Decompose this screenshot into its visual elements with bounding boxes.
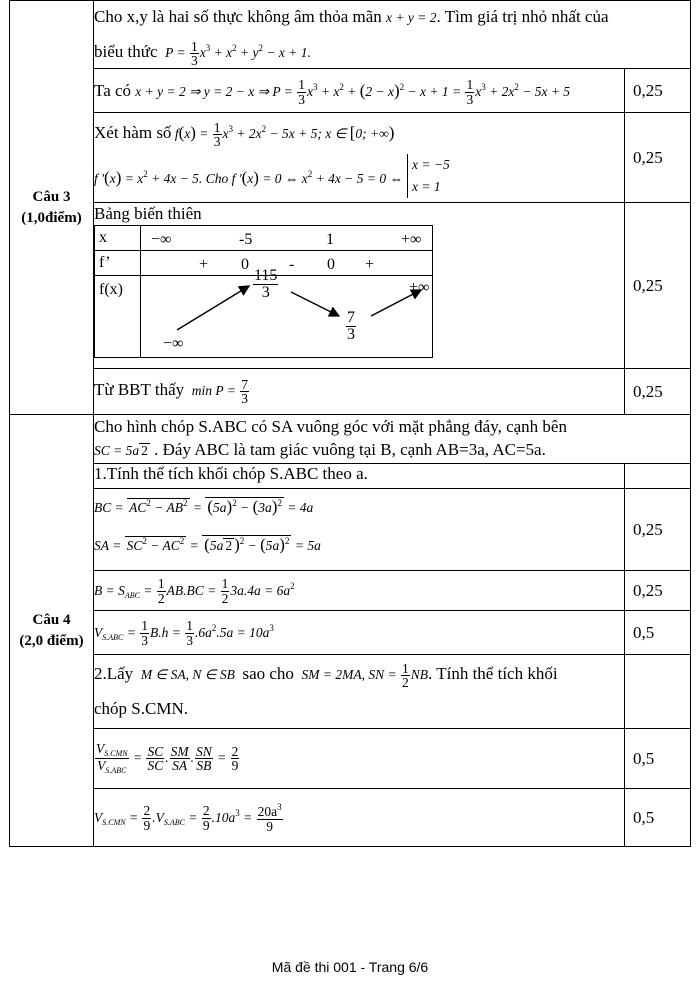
cau3-step4-score: 0,25 (625, 369, 691, 415)
bc-formula: BC = $AC^2 - AB^2 = (5a)^2 - (3a)^2 = 4a$ (94, 497, 314, 516)
bbt-fp-0: + (199, 256, 209, 273)
cau4-s4-score: 0,5 (625, 729, 691, 789)
cau4-part1-score-empty (625, 464, 691, 489)
bbt-x-row (141, 226, 433, 251)
bbt-fp-row (141, 251, 433, 276)
cau4-s5-score: 0,5 (625, 789, 691, 847)
cau4-sc-value: SC = 5a 2 (94, 443, 148, 458)
cau3-problem-text: Cho x,y là hai số thực không âm thỏa mãn (94, 7, 382, 26)
cau4-part2-score-empty (625, 655, 691, 729)
bbt-f-label: f(x) (95, 276, 141, 358)
cau3-step2-score: 0,25 (625, 113, 691, 203)
cau4-step3 (94, 611, 625, 655)
cau3-points: (1,0điểm) (21, 209, 82, 226)
cau4-problem-line1: Cho hình chóp S.ABC có SA vuông góc với mặt phẳng đáy, cạnh bên (94, 417, 567, 436)
cau4-part1: 1.Tính thể tích khối chóp S.ABC theo a. (94, 464, 625, 489)
cau4-s3-score: 0,5 (625, 611, 691, 655)
part2-line2: chóp S.CMN. (94, 699, 188, 718)
bbt-right-limit: +∞ (409, 279, 430, 296)
bbt-f-row (141, 267, 433, 358)
cau4-s1-score: 0,25 (625, 489, 691, 571)
part2-prefix: 2.Lấy (94, 664, 134, 683)
cau3-condition: x + y = 2 (386, 10, 437, 25)
cau4-step1 (94, 489, 625, 571)
base-area-formula: $B = S_{ABC}$ = $\frac{1}{2}$ AB.BC = $\frac{1}{2}$ $3a.4a = 6a^2$ (94, 576, 295, 606)
step1-prefix: Ta có (94, 80, 132, 100)
cau3-step2 (94, 113, 625, 203)
cau3-step4 (94, 369, 625, 415)
step2-prefix: Xét hàm số (94, 123, 172, 142)
bbt-title: Bảng biến thiên (94, 204, 202, 223)
bbt-fp-label: f’ (95, 251, 141, 276)
bbt-fp-4: + (365, 256, 375, 273)
cau4-problem-line2: . Đáy ABC là tam giác vuông tại B, cạnh AB=3a, AC=5a. (154, 440, 546, 459)
sa-formula: SA = $SC^2 - AC^2 = (5a$ 2 )$^2 - (5a)^2 = 5a$ (94, 535, 321, 554)
cau4-points: (2,0 điểm) (19, 632, 84, 649)
bbt-left-limit: −∞ (163, 335, 184, 352)
part2-end: . Tính thể tích khối (428, 664, 558, 683)
cau4-step5 (94, 789, 625, 847)
cau4-step4 (94, 729, 625, 789)
cau4-s2-score: 0,25 (625, 571, 691, 611)
bbt-fp-3: 0 (327, 256, 335, 273)
answer-table (9, 0, 691, 847)
arrow-up-1 (177, 286, 249, 330)
step2-cho: Cho (205, 170, 229, 186)
cau4-part2 (94, 655, 625, 729)
step2-derivative: f '$(x) = x^2 + 4x - 5$. Cho f '(x) = 0 ⇔ $x^2 + 4x - 5 = 0$ ⇔ (94, 167, 403, 187)
cau3-step1-score: 0,25 (625, 69, 691, 113)
part2-ratio: SM = 2MA, SN = $\frac{1}{2}$ NB (298, 660, 429, 691)
step4-prefix: Từ BBT thấy (94, 379, 185, 399)
volume-formula: $V_{S.ABC}$ = $\frac{1}{3}$ B.h = $\frac{1}{3}$ $.6a^2.5a = 10a^3$ (94, 618, 274, 648)
cau3-problem-line2: biểu thức (94, 42, 158, 61)
cau3-problem-text-end: . Tìm giá trị nhỏ nhất của (436, 7, 609, 26)
cau3-problem (94, 1, 691, 69)
bbt-x-2: 1 (326, 231, 334, 248)
step4-result: min P = $\frac{7}{3}$ (188, 376, 248, 406)
volume-scmn-formula: $V_{S.CMN}$ = $\frac{2}{9}$ $.V_{S.ABC}$ = $\frac{2}{9}$ $.10a^3$ = $\frac{20a^3}{9}$ (94, 802, 282, 834)
cau3-step3-score: 0,25 (625, 203, 691, 369)
part2-mid: sao cho (242, 664, 294, 683)
bbt-min-value: $\frac{7}{3}$ (347, 309, 355, 343)
part2-points: M ∈ SA, N ∈ SB (137, 667, 239, 682)
cau3-step3 (94, 203, 625, 369)
cau4-cell (10, 415, 94, 847)
cau4-problem (94, 415, 691, 464)
bbt-x-3: +∞ (401, 231, 422, 248)
ratio-formula: $\frac{V_{S.CMN}}{V_{S.ABC}}$ = $\frac{SC}{SC}$ . $\frac{SM}{SA}$ . $\frac{SN}{SB}$ = $\frac{2}{9}$ (96, 741, 239, 775)
cau4-step2 (94, 571, 625, 611)
page-footer: Mã đề thi 001 - Trang 6/6 (271, 959, 429, 975)
cau3-cell (10, 1, 94, 415)
cau3-step1 (94, 69, 625, 113)
cau3-label: Câu 3 (32, 188, 71, 205)
bbt-arrows (141, 276, 433, 358)
cau3-expression: P = $\frac{1}{3}$ $x^3 + x^2 + y^2 - x + 1$. (161, 38, 311, 69)
bbt-max-value: $\frac{115}{3}$ (254, 267, 278, 301)
bbt-fp-2: - (289, 256, 295, 273)
bbt-x-label: x (95, 226, 141, 251)
bbt-x-0: −∞ (151, 231, 172, 248)
step1-formula: x + y = 2 ⇒ y = 2 − x ⇒ P = $\frac{1}{3}$ $x^3 + x^2 + (2 - x)^2 - x + 1$ = $\frac{1}{3}$ $x^3 + 2x^2 - 5x + 5$ (135, 77, 571, 107)
arrow-down (291, 292, 339, 316)
bbt-x-1: -5 (239, 231, 253, 248)
answer-page (9, 0, 690, 847)
step2-roots: x = −5 x = 1 (407, 154, 450, 198)
variation-table (94, 225, 433, 358)
bbt-fp-1: 0 (241, 256, 249, 273)
step2-function: f(x) = $\frac{1}{3}$ $x^3 + 2x^2 - 5x + 5$; x ∈ [0; +∞) (171, 119, 395, 150)
cau4-label: Câu 4 (32, 611, 71, 628)
